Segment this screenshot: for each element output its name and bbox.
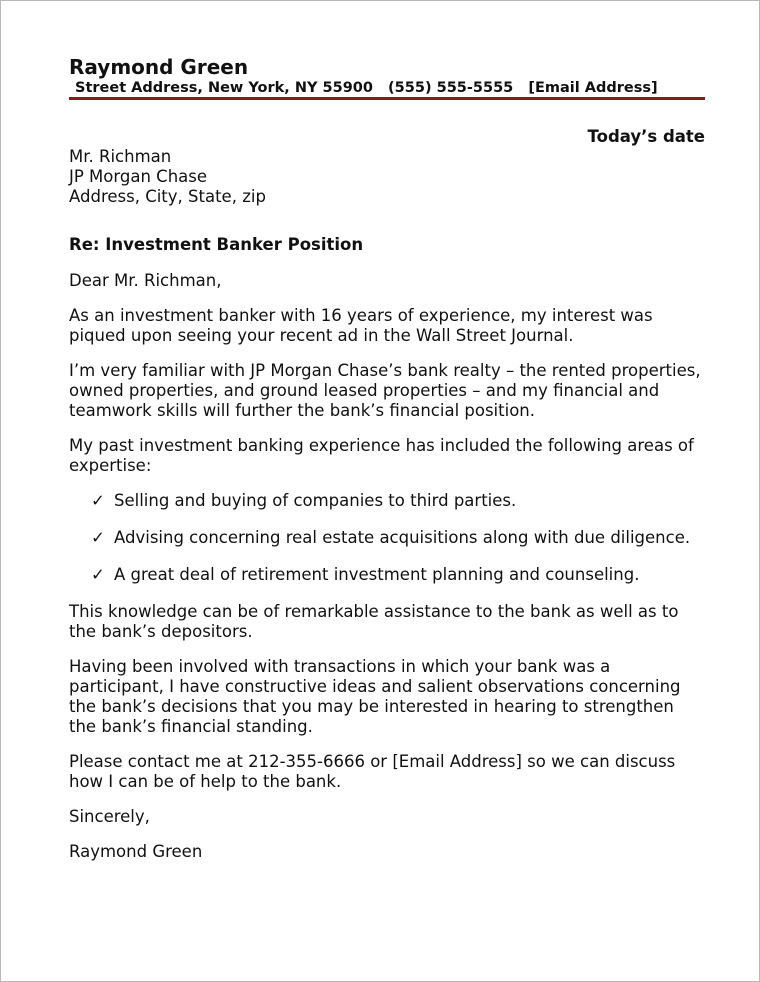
checkmark-icon: ✓: [91, 528, 105, 547]
list-item: [69, 565, 705, 585]
paragraph-familiar: I’m very familiar with JP Morgan Chase’s bank realty – the rented properties, owned properties, and ground leased properties – and my financial and teamwork skills will further the bank’s financial position.: [69, 361, 701, 420]
list-item-text: A great deal of retirement investment planning and counseling.: [114, 565, 640, 584]
checkmark-icon: ✓: [91, 565, 105, 584]
paragraph-knowledge: This knowledge can be of remarkable assistance to the bank as well as to the bank’s depositors.: [69, 602, 679, 641]
checkmark-icon: ✓: [91, 491, 105, 510]
sender-name: Raymond Green: [69, 55, 249, 79]
sender-street: Street Address, New York, NY 55900: [75, 80, 373, 96]
sender-email: [Email Address]: [528, 80, 658, 96]
closing: Sincerely,: [69, 807, 150, 826]
sender-contact-line: [69, 79, 705, 97]
letter-date: Today’s date: [587, 127, 705, 146]
subject-line: Re: Investment Banker Position: [69, 235, 364, 254]
list-item: [69, 528, 705, 548]
paragraph-intro: As an investment banker with 16 years of experience, my interest was piqued upon seeing your recent ad in the Wall Street Journal.: [69, 306, 653, 345]
salutation: Dear Mr. Richman,: [69, 271, 222, 290]
recipient-company: JP Morgan Chase: [69, 167, 208, 186]
header-rule: [69, 97, 705, 100]
signature: Raymond Green: [69, 842, 203, 861]
list-item-text: Selling and buying of companies to third parties.: [114, 491, 517, 510]
expertise-list: [69, 491, 705, 585]
list-item-text: Advising concerning real estate acquisitions along with due diligence.: [114, 528, 691, 547]
recipient-name: Mr. Richman: [69, 147, 172, 166]
letter-body: [69, 55, 705, 862]
recipient-address: Address, City, State, zip: [69, 187, 266, 206]
paragraph-expertise: My past investment banking experience has included the following areas of expertise:: [69, 436, 694, 475]
sender-phone: (555) 555-5555: [388, 80, 514, 96]
list-item: [69, 491, 705, 511]
paragraph-contact: Please contact me at 212-355-6666 or [Email Address] so we can discuss how I can be of help to the bank.: [69, 752, 676, 791]
paragraph-involved: Having been involved with transactions in which your bank was a participant, I have constructive ideas and salient observations concerning the bank’s decisions that you may be interested in hearing to strengthen the bank’s financial standing.: [69, 657, 681, 736]
